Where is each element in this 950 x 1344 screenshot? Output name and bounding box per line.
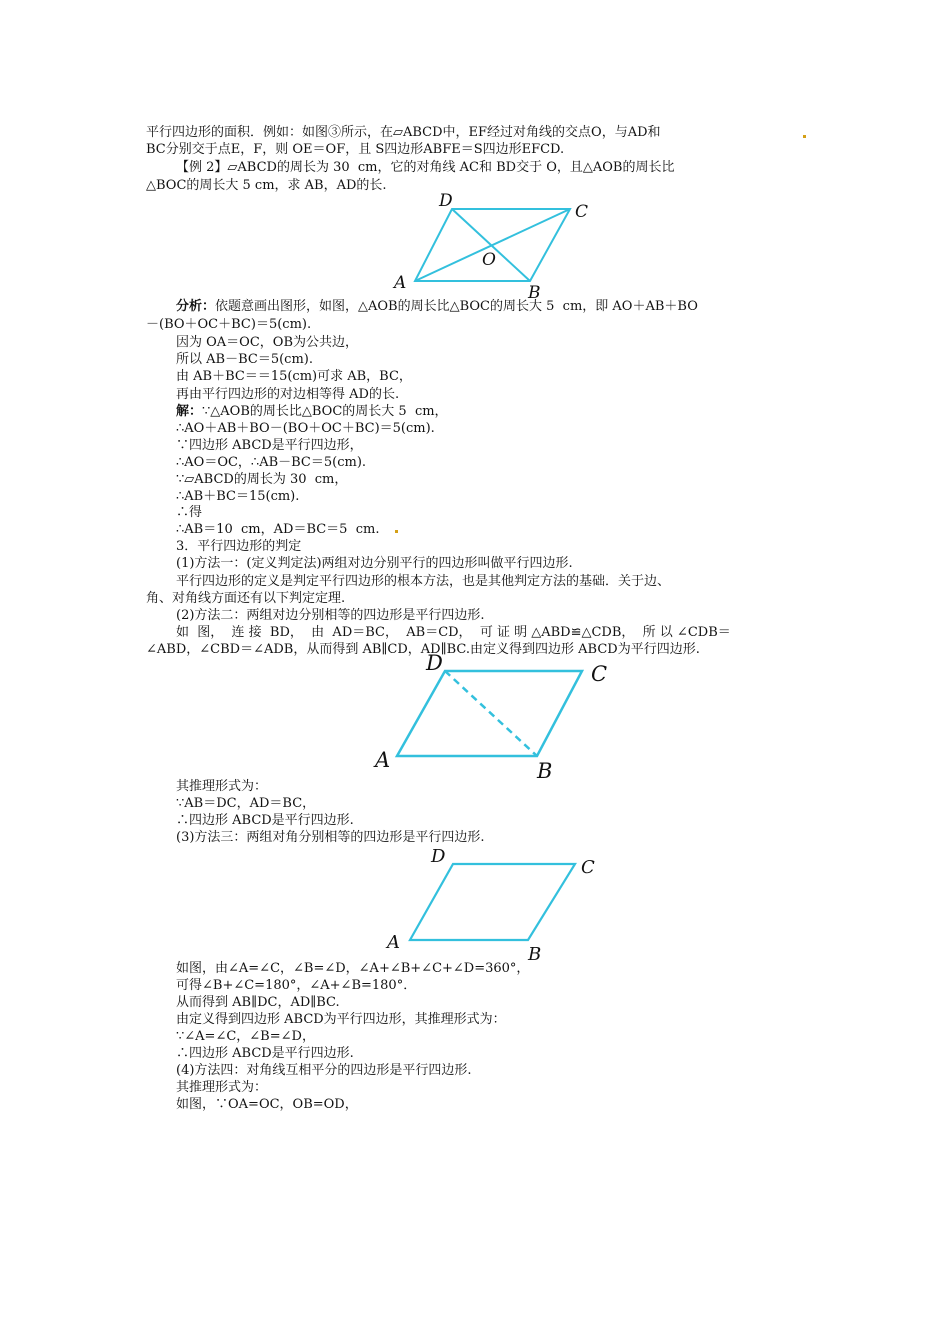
- label-A: A: [394, 273, 407, 293]
- label-O: O: [482, 250, 496, 270]
- text-line: ∵∠A=∠C，∠B=∠D，: [176, 1029, 315, 1044]
- text-line: ∴四边形 ABCD是平行四边形.: [176, 813, 354, 828]
- label-B: B: [528, 944, 542, 965]
- text-line: 角、对角线方面还有以下判定定理.: [146, 591, 346, 606]
- text-line: (1)方法一：(定义判定法)两组对边分别平行的四边形叫做平行四边形.: [176, 556, 573, 571]
- text-line: 其推理形式为：: [176, 779, 268, 794]
- text-line: ∴四边形 ABCD是平行四边形.: [176, 1046, 354, 1061]
- analysis-text: 依题意画出图形，如图，△AOB的周长比△BOC的周长大 5 cm，即 AO＋AB＋BO: [215, 299, 698, 314]
- text-line: ∠ABD，∠CBD＝∠ADB，从而得到 AB∥CD，AD∥BC.由定义得到四边形 ABCD为平行四边形.: [146, 642, 700, 657]
- solution-label: 解：: [176, 404, 203, 419]
- label-A: A: [387, 932, 400, 953]
- text-line: 所以 AB－BC＝5(cm).: [176, 352, 313, 367]
- text-line: ∵四边形 ABCD是平行四边形，: [176, 438, 363, 453]
- text-line: ∵AB＝DC，AD＝BC，: [176, 796, 316, 811]
- text-line: 如 图， 连 接 BD， 由 AD＝BC， AB＝CD， 可 证 明 △ABD≌△CDB， 所 以 ∠CDB＝: [176, 625, 731, 640]
- text-line: ∴AO＝OC，∴AB－BC＝5(cm).: [176, 455, 367, 470]
- text-line: BC分别交于点E，F，则 OE＝OF，且 S四边形ABFE＝S四边形EFCD.: [146, 142, 565, 157]
- section-heading: 3．平行四边形的判定: [176, 539, 302, 554]
- label-D: D: [439, 191, 453, 211]
- text-line: 因为 OA＝OC，OB为公共边，: [176, 335, 358, 350]
- text-line: △BOC的周长大 5 cm，求 AB，AD的长.: [146, 178, 387, 193]
- text-line: 再由平行四边形的对边相等得 AD的长.: [176, 387, 400, 402]
- label-C: C: [591, 662, 608, 686]
- text-line: (2)方法二：两组对边分别相等的四边形是平行四边形.: [176, 608, 485, 623]
- text-line: 由 AB＋BC＝＝15(cm)可求 AB，BC，: [176, 369, 412, 384]
- text-line: ∴AB＝10 cm，AD＝BC＝5 cm.: [176, 522, 380, 537]
- text-line: [176, 298, 698, 315]
- figure-parallelogram-dashed-diagonal: [370, 650, 620, 785]
- label-D: D: [431, 846, 446, 867]
- text-line: ∴得: [176, 505, 203, 520]
- label-B: B: [528, 283, 541, 300]
- analysis-label: 分析：: [176, 299, 216, 314]
- scan-mark: [395, 530, 398, 533]
- label-B: B: [537, 759, 553, 783]
- text-line: 平行四边形的面积．例如：如图③所示，在▱ABCD中，EF经过对角线的交点O，与AD和: [146, 125, 661, 140]
- text-line: 从而得到 AB∥DC，AD∥BC.: [176, 995, 340, 1010]
- text-line: 如图，∵OA=OC，OB=OD，: [176, 1097, 358, 1112]
- text-line: ∴AB＋BC＝15(cm).: [176, 489, 300, 504]
- text-line: 可得∠B+∠C=180°，∠A+∠B=180°．: [176, 978, 417, 993]
- label-A: A: [375, 748, 391, 772]
- text-line: 如图，由∠A=∠C，∠B=∠D，∠A+∠B+∠C+∠D=360°，: [176, 961, 530, 976]
- text-line: 平行四边形的定义是判定平行四边形的根本方法，也是其他判定方法的基础．关于边、: [176, 574, 671, 589]
- text-line: ∴AO＋AB＋BO－(BO＋OC＋BC)＝5(cm).: [176, 421, 435, 436]
- text-line: (4)方法四：对角线互相平分的四边形是平行四边形.: [176, 1063, 472, 1078]
- figure-parallelogram: [380, 842, 610, 967]
- scan-mark: [803, 135, 806, 138]
- example-heading: 【例 2】▱ABCD的周长为 30 cm，它的对角线 AC和 BD交于 O，且△AOB的周长比: [176, 160, 675, 175]
- text-line: －(BO＋OC＋BC)＝5(cm).: [146, 317, 312, 332]
- solution-text: ∵△AOB的周长比△BOC的周长大 5 cm，: [202, 404, 448, 419]
- text-line: 由定义得到四边形 ABCD为平行四边形，其推理形式为：: [176, 1012, 506, 1027]
- text-line: 其推理形式为：: [176, 1080, 268, 1095]
- label-C: C: [575, 202, 589, 222]
- text-line: (3)方法三：两组对角分别相等的四边形是平行四边形.: [176, 830, 485, 845]
- figure-parallelogram-diagonals: [390, 190, 600, 300]
- label-D: D: [426, 651, 443, 675]
- label-C: C: [581, 857, 595, 878]
- text-line: [176, 403, 448, 420]
- text-line: ∵▱ABCD的周长为 30 cm，: [176, 472, 348, 487]
